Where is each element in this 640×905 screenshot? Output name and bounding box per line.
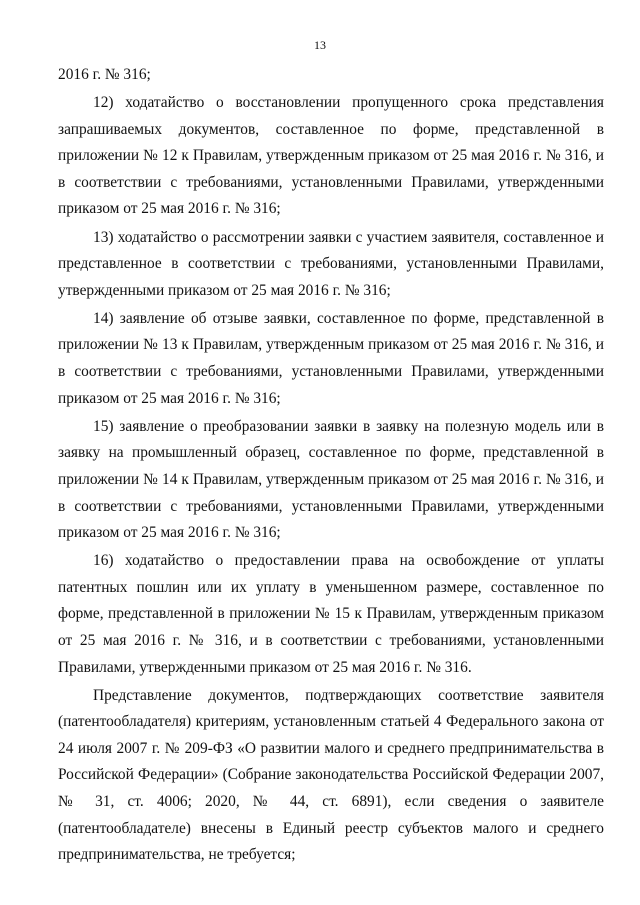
paragraph-item-14: 14) заявление об отзыве заявки, составленное по форме, представленной в приложении № 13 к Правилам, утвержденным приказом от 25 мая 2016 г. № 316, и в соответствии с требованиями, установленными Правилами, утвержденными приказом от 25 мая 2016 г. № 316; [58,309,604,407]
paragraph-item-12: 12) ходатайство о восстановлении пропущенного срока представления запрашиваемых документов, составленное по форме, представленной в приложении № 12 к Правилам, утвержденным приказом от 25 мая 2016 г. № 316, и в соответствии с требованиями, установленными Правилами, утвержденными приказом от 25 мая 2016 г. № 316; [58,94,604,218]
document-body [58,62,604,870]
paragraph-documents-note: Представление документов, подтверждающих соответствие заявителя (патентообладателя) критериям, установленным статьей 4 Федерального закона от 24 июля 2007 г. № 209-ФЗ «О развитии малого и среднего предпринимательства в Российской Федерации» (Собрание законодательства Российской Федерации 2007, № 31, ст. 4006; 2020, № 44, ст. 6891), если сведения о заявителе (патентообладателе) внесены в Единый реестр субъектов малого и среднего предпринимательства, не требуется; [58,686,604,864]
paragraph-item-15: 15) заявление о преобразовании заявки в заявку на полезную модель или в заявку на промышленный образец, составленное по форме, представленной в приложении № 14 к Правилам, утвержденным приказом от 25 мая 2016 г. № 316, и в соответствии с требованиями, установленными Правилами, утвержденными приказом от 25 мая 2016 г. № 316; [58,417,604,542]
page-number: 13 [314,38,326,52]
paragraph-continuation: 2016 г. № 316; [58,66,151,83]
paragraph-item-13: 13) ходатайство о рассмотрении заявки с участием заявителя, составленное и представленное в соответствии с требованиями, установленными Правилами, утвержденными приказом от 25 мая 2016 г. № 316; [58,228,604,299]
paragraph-item-16: 16) ходатайство о предоставлении права на освобождение от уплаты патентных пошлин или их уплату в уменьшенном размере, составленное по форме, представленной в приложении № 15 к Правилам, утвержденным приказом от 25 мая 2016 г. № 316, и в соответствии с требованиями, установленными Правилами, утвержденными приказом от 25 мая 2016 г. № 316. [58,552,604,676]
